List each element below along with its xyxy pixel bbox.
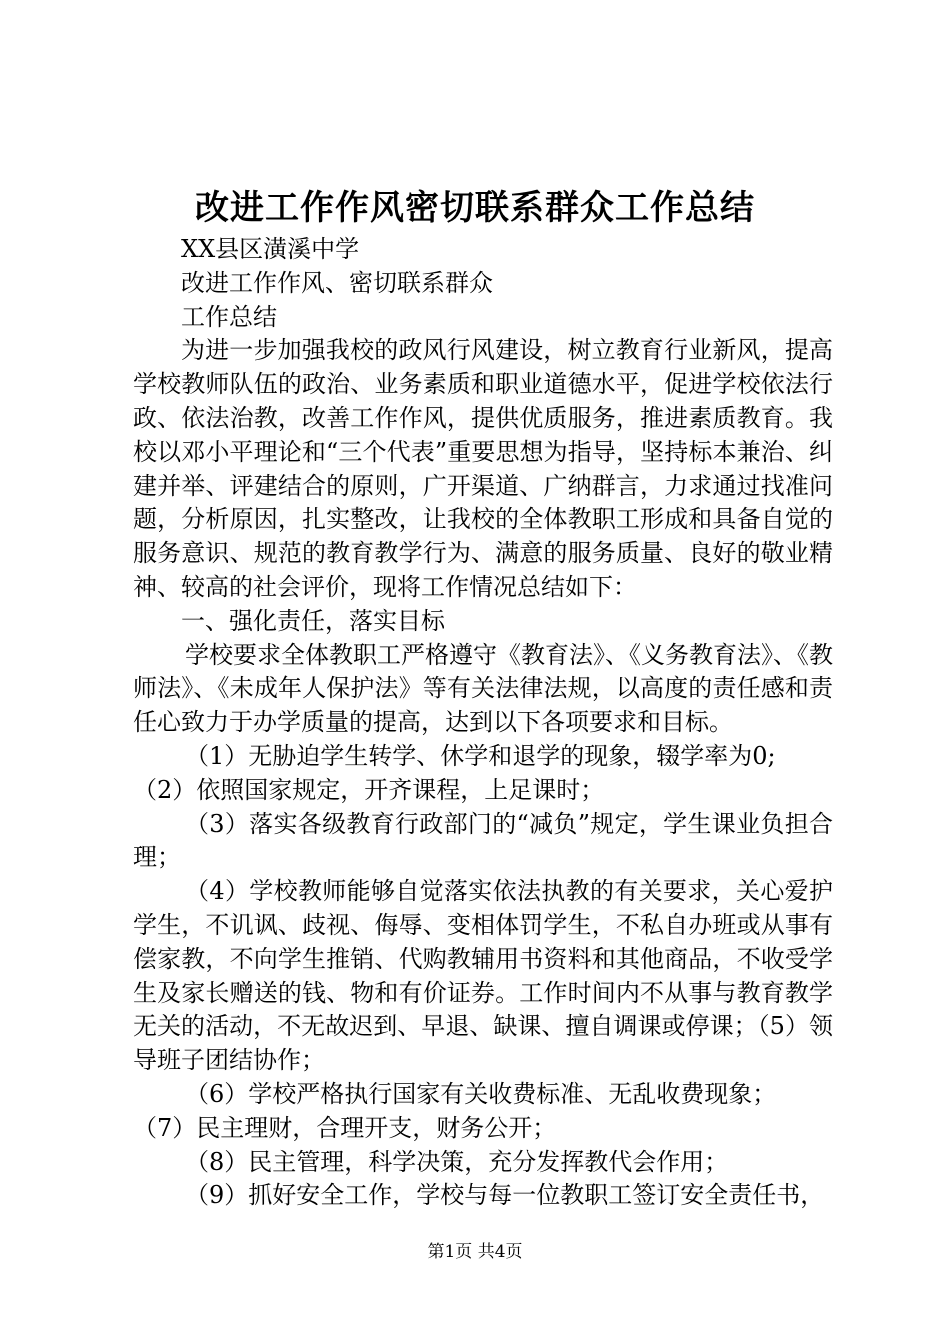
section-heading-1: 一、强化责任，落实目标 — [181, 606, 445, 635]
list-item-7: （7）民主理财，合理开支，财务公开； — [133, 1113, 557, 1142]
section-1-paragraph: 学校要求全体教职工严格遵守《教育法》、《义务教育法》、《教师法》、《未成年人保护法》等有关法律法规，以高度的责任感和责任心致力于办学质量的提高，达到以下各项要求和目标。 — [133, 640, 833, 737]
document-title: 改进工作作风密切联系群众工作总结 — [195, 188, 755, 228]
list-item-8: （8）民主管理，科学决策，充分发挥教代会作用； — [185, 1147, 729, 1176]
subtitle-line: 改进工作作风、密切联系群众 — [181, 268, 493, 297]
list-item-3: （3）落实各级教育行政部门的“减负”规定，学生课业负担合理； — [133, 809, 833, 872]
list-item-4: （4）学校教师能够自觉落实依法执教的有关要求，关心爱护学生，不讥讽、歧视、侮辱、变相体罚学生，不私自办班或从事有偿家教，不向学生推销、代购教辅用书资料和其他商品，不收受学生及家长赠送的钱、物和有价证券。工作时间内不从事与教育教学无关的活动，不无故迟到、早退、缺课、擅自调课或停课；（5）领导班子团结协作； — [133, 877, 833, 1075]
list-item-1: （1）无胁迫学生转学、休学和退学的现象，辍学率为0; — [185, 741, 776, 770]
list-item-6: （6）学校严格执行国家有关收费标准、无乱收费现象； — [185, 1079, 777, 1108]
document-body — [133, 233, 833, 1213]
list-item-9: （9）抓好安全工作，学校与每一位教职工签订安全责任书， — [185, 1181, 825, 1210]
intro-paragraph: 为进一步加强我校的政风行风建设，树立教育行业新风，提高学校教师队伍的政治、业务素质和职业道德水平，促进学校依法行政、依法治教，改善工作作风，提供优质服务，推进素质教育。我校以邓小平理论和“三个代表”重要思想为指导，坚持标本兼治、纠建并举、评建结合的原则，广开渠道、广纳群言，力求通过找准问题，分析原因，扎实整改，让我校的全体教职工形成和具备自觉的服务意识、规范的教育教学行为、满意的服务质量、良好的敬业精神、较高的社会评价，现将工作情况总结如下： — [133, 336, 833, 601]
list-item-2: （2）依照国家规定，开齐课程，上足课时； — [133, 775, 605, 804]
subtitle-line-2: 工作总结 — [181, 302, 277, 331]
page-footer: 第1页 共4页 — [427, 1242, 523, 1262]
school-name-line: XX县区潢溪中学 — [181, 235, 360, 263]
